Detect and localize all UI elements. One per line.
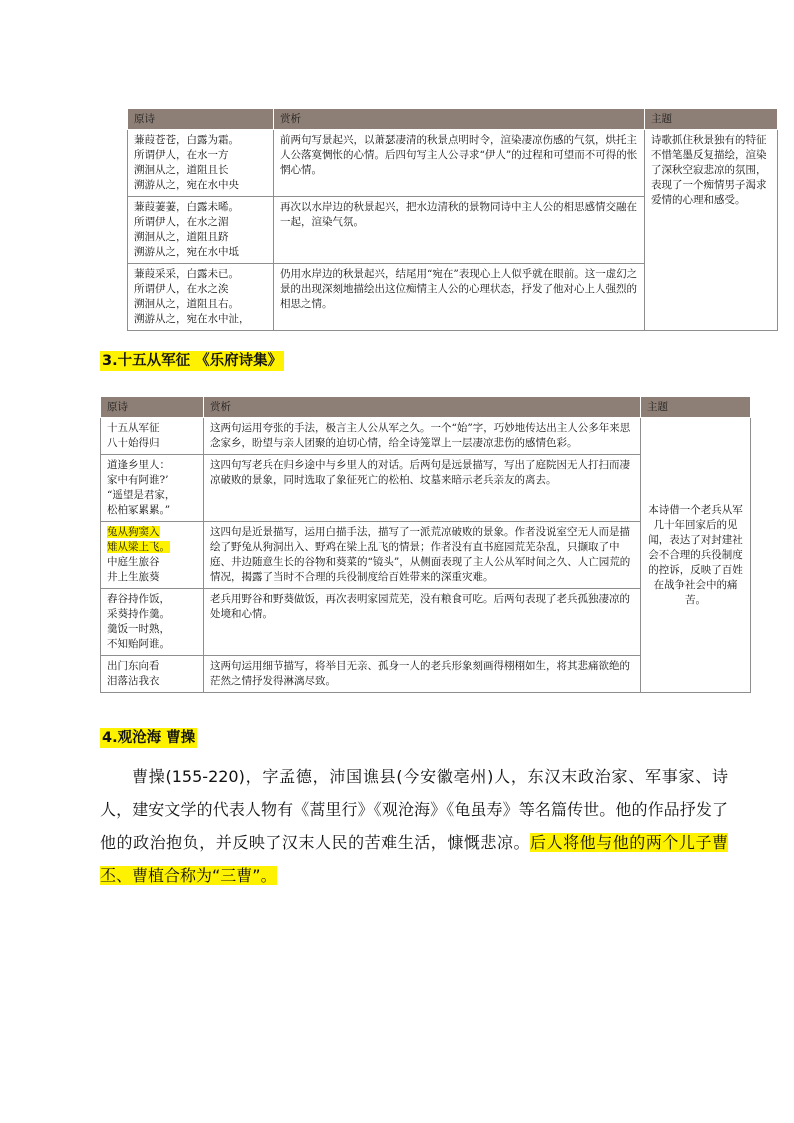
highlighted-sentence: 后人将他与他的两个儿子曹丕、曹植合称为“三曹”。 (100, 833, 728, 885)
analysis-cell: 这两句运用细节描写，将举目无亲、孤身一人的老兵形象刻画得栩栩如生，将其悲痛欲绝的茫然之情抒发得淋漓尽致。 (204, 656, 641, 693)
header-theme: 主题 (645, 109, 778, 130)
analysis-cell: 这四句是近景描写，运用白描手法，描写了一派荒凉破败的景象。作者没说室空无人而是描绘了野兔从狗洞出入、野鸡在梁上乱飞的情景；作者没有直书庭园荒芜杂乱，只撷取了中庭、井边随意生长的谷物和葵菜的“镜头”，从侧面表现了主人公从军时间之久、人亡园荒的情况，揭露了当时不合理的兵役制度给百姓带来的深重灾难。 (204, 522, 641, 589)
poem-cell: 十五从军征 八十始得归 (101, 418, 204, 455)
table-row (128, 130, 778, 197)
analysis-cell: 这四句写老兵在归乡途中与乡里人的对话。后两句是远景描写，写出了庭院因无人打扫而凄凉破败的景象，同时选取了象征死亡的松柏、坟墓来暗示老兵亲友的离去。 (204, 455, 641, 522)
analysis-cell: 前两句写景起兴，以萧瑟凄清的秋景点明时令，渲染凄凉伤感的气氛，烘托主人公落寞惆怅的心情。后四句写主人公寻求“伊人”的过程和可望而不可得的怅惘心情。 (274, 130, 645, 197)
author-intro-text: 曹操(155-220)，字孟德，沛国谯县(今安徽亳州)人，东汉末政治家、军事家、诗人，建安文学的代表人物有《蒿里行》《观沧海》《龟虽寿》等名篇传世。他的作品抒发了他的政治抱负，并反映了汉末人民的苦难生活，慷慨悲凉。 (100, 767, 728, 852)
theme-cell: 本诗借一个老兵从军几十年回家后的见闻，表达了对封建社会不合理的兵役制度的控诉，反映了百姓在战争社会中的痛苦。 (641, 418, 751, 693)
poem-lines: 中庭生旅谷 井上生旅葵 (107, 556, 160, 583)
theme-cell: 诗歌抓住秋景独有的特征不惜笔墨反复描绘，渲染了深秋空寂悲凉的氛围，表现了一个痴情男子渴求爱情的心理和感受。 (645, 130, 778, 331)
header-original-poem: 原诗 (101, 397, 204, 418)
table-header-row (128, 109, 778, 130)
author-intro-paragraph (100, 760, 728, 892)
analysis-cell: 这两句运用夸张的手法，极言主人公从军之久。一个“始”字，巧妙地传达出主人公多年来思念家乡，盼望与亲人团聚的迫切心情，给全诗笼罩上一层凄凉悲伤的感情色彩。 (204, 418, 641, 455)
analysis-cell: 仍用水岸边的秋景起兴，结尾用“宛在”表现心上人似乎就在眼前。这一虚幻之景的出现深刻地描绘出这位痴情主人公的心理状态，抒发了他对心上人强烈的相思之情。 (274, 264, 645, 331)
section-heading-4: 4.观沧海 曹操 (102, 730, 196, 746)
poem-cell: 出门东向看 泪落沾我衣 (101, 656, 204, 693)
header-analysis: 赏析 (204, 397, 641, 418)
poem-cell: 道逢乡里人： 家中有阿谁?’ “遥望是君家， 松柏冢累累。” (101, 455, 204, 522)
poem-cell: 蒹葭苍苍，白露为霜。 所谓伊人，在水一方 溯洄从之，道阻且长 溯游从之，宛在水中央 (128, 130, 274, 197)
poem-table-jianjia (127, 108, 778, 331)
poem-cell: 蒹葭萋萋，白露未晞。 所谓伊人，在水之湄 溯洄从之，道阻且跻 溯游从之，宛在水中坻 (128, 197, 274, 264)
poem-cell (101, 522, 204, 589)
analysis-cell: 老兵用野谷和野葵做饭，再次表明家园荒芜，没有粮食可吃。后两句表现了老兵孤独凄凉的处境和心情。 (204, 589, 641, 656)
table-header-row (101, 397, 751, 418)
table-row (101, 418, 751, 455)
highlighted-poem-lines: 兔从狗窦入 雉从梁上飞。 (107, 526, 170, 553)
poem-cell: 蒹葭采采，白露未已。 所谓伊人，在水之涘 溯洄从之，道阻且右。 溯游从之，宛在水中沚， (128, 264, 274, 331)
header-theme: 主题 (641, 397, 751, 418)
poem-table-shiwu-congjunzheng (100, 396, 751, 693)
poem-cell: 舂谷持作饭， 采葵持作羹。 羹饭一时熟， 不知贻阿谁。 (101, 589, 204, 656)
header-analysis: 赏析 (274, 109, 645, 130)
section-heading-3: 3.十五从军征 《乐府诗集》 (102, 353, 283, 369)
header-original-poem: 原诗 (128, 109, 274, 130)
analysis-cell: 再次以水岸边的秋景起兴，把水边清秋的景物同诗中主人公的相思感情交融在一起，渲染气氛。 (274, 197, 645, 264)
